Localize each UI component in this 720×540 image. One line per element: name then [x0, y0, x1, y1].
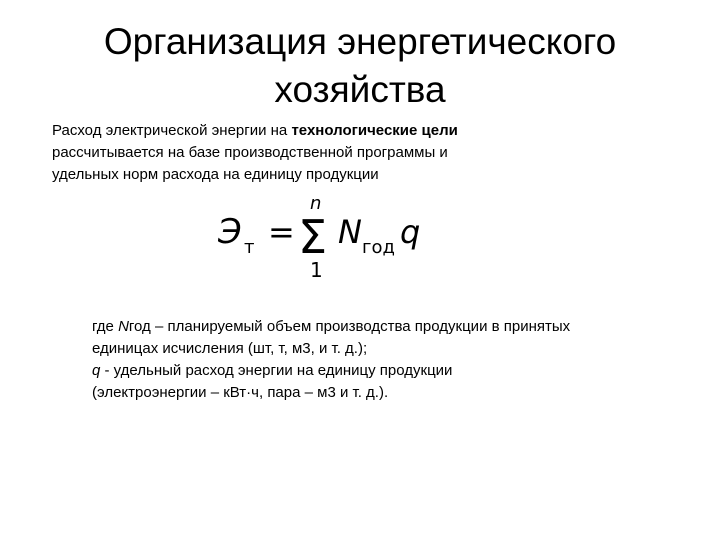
formula-sum-sign: Σ [298, 210, 328, 264]
intro-text-before: Расход электрической энергии на [52, 122, 292, 139]
notes-line-2: единицах исчисления (шт, т, м3, и т. д.); [92, 340, 368, 357]
notes-line-1 [92, 316, 692, 338]
notes-var-n: N [118, 318, 129, 335]
title-line-1: Организация энергетического [103, 21, 617, 62]
intro-line-2: рассчитывается на базе производственной программы и [52, 144, 448, 161]
intro-text-bold: технологические цели [291, 122, 458, 139]
energy-formula [218, 187, 458, 287]
intro-paragraph [52, 120, 692, 186]
title-line-2: хозяйства [274, 69, 446, 110]
formula-equals: = [268, 213, 295, 251]
formula-notes [92, 316, 692, 404]
notes-line-1-rest: год – планируемый объем производства продукции в принятых [128, 318, 571, 335]
notes-line-3 [92, 360, 692, 382]
notes-var-q: q [92, 362, 101, 379]
notes-line-4: (электроэнергии – кВт·ч, пара – м3 и т. д.). [92, 384, 389, 401]
formula-lower-limit: 1 [310, 258, 323, 282]
intro-line-3: удельных норм расхода на единицу продукции [52, 166, 379, 183]
slide-title [40, 18, 680, 114]
formula-lhs-subscript: т [244, 237, 255, 258]
notes-line-3-rest: - удельный расход энергии на единицу продукции [100, 362, 453, 379]
intro-line-1 [52, 120, 692, 142]
formula-graphic [218, 187, 458, 287]
formula-n-subscript: год [362, 237, 395, 258]
formula-n-symbol: N [338, 213, 362, 251]
formula-lhs-symbol: Э [218, 212, 242, 252]
notes-prefix: где [92, 318, 119, 335]
formula-upper-limit: n [310, 193, 322, 214]
formula-q-symbol: q [400, 213, 421, 251]
